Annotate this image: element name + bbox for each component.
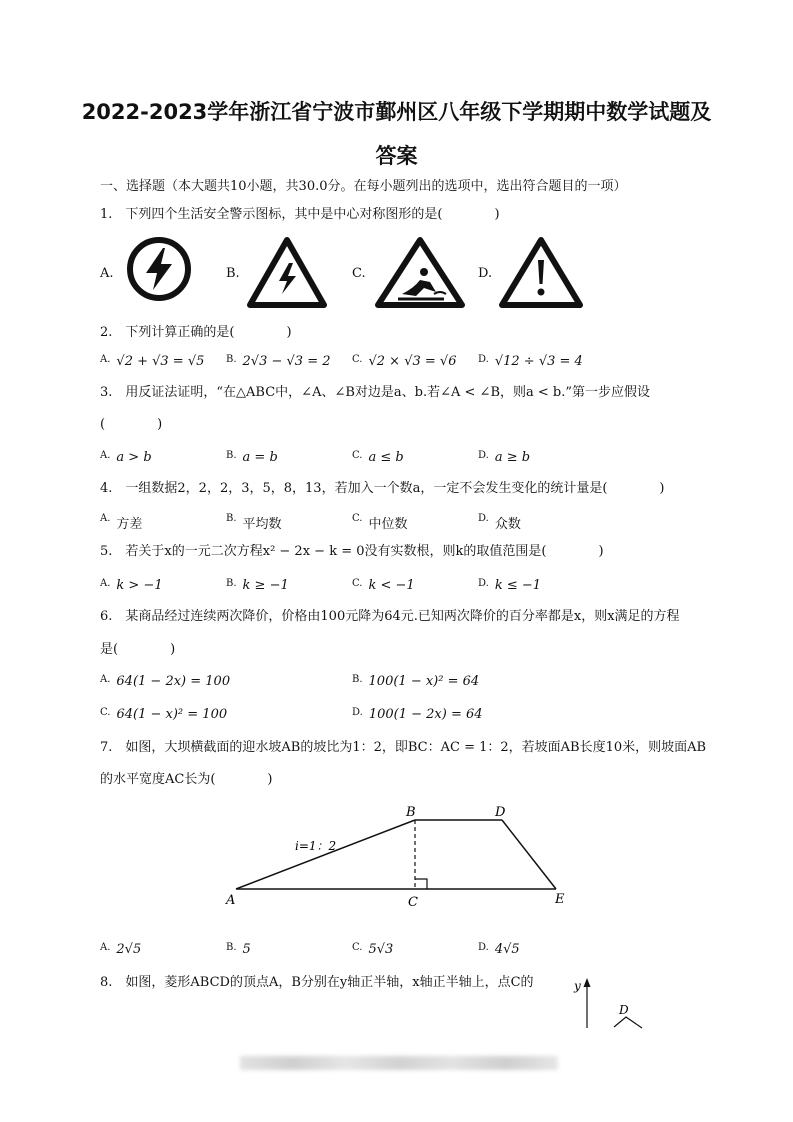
q6-option-a: [100, 674, 230, 689]
y-axis-arrow-icon: [584, 978, 591, 987]
question-6-stem: 6. 某商品经过连续两次降价，价格由100元降为64元.已知两次降价的百分率都是x，则x满足的方程: [100, 609, 680, 624]
q7-option-b: [226, 942, 251, 957]
electric-shock-triangle-sign-icon: [246, 236, 328, 310]
q7-a-text: 2√5: [116, 942, 142, 957]
q2-c-label: C.: [352, 354, 363, 365]
q7-c-text: 5√3: [368, 942, 394, 957]
q1-option-c-label: C.: [352, 266, 366, 281]
q1-option-a-label: A.: [100, 266, 114, 281]
q4-option-d: [478, 513, 521, 532]
blurred-footer-watermark: [240, 1056, 558, 1070]
q3-option-b: [226, 450, 278, 465]
q7-d-label: D.: [478, 942, 489, 953]
label-e: E: [555, 892, 565, 907]
question-4-stem: 4. 一组数据2，2，2，3，5，8，13，若加入一个数a，一定不会发生变化的统计量是( ): [100, 481, 665, 496]
question-7-stem-cont: 的水平宽度AC长为( ): [100, 772, 273, 787]
q5-c-label: C.: [352, 578, 363, 589]
q4-option-c: [352, 513, 408, 532]
q4-d-label: D.: [478, 513, 489, 524]
label-c: C: [408, 895, 418, 910]
q3-a-label: A.: [100, 450, 111, 461]
q4-a-text: 方差: [116, 517, 143, 532]
q5-option-a: [100, 578, 163, 593]
q6-b-label: B.: [352, 674, 363, 685]
q3-b-label: B.: [226, 450, 237, 461]
q3-option-a: [100, 450, 152, 465]
q3-c-label: C.: [352, 450, 363, 461]
question-7-stem: 7. 如图，大坝横截面的迎水坡AB的坡比为1：2，即BC：AC = 1：2，若坡面AB长度10米，则坡面AB: [100, 740, 707, 755]
question-1-stem: 1. 下列四个生活安全警示图标，其中是中心对称图形的是( ): [100, 207, 500, 222]
q2-option-d: [478, 354, 583, 369]
q2-d-text: √12 ÷ √3 = 4: [494, 354, 583, 369]
q6-c-text: 64(1 − x)² = 100: [116, 707, 228, 722]
label-a: A: [226, 893, 236, 908]
q6-b-text: 100(1 − x)² = 64: [368, 674, 480, 689]
q2-a-text: √2 + √3 = √5: [116, 354, 205, 369]
question-5-stem: 5. 若关于x的一元二次方程x² − 2x − k = 0没有实数根，则k的取值范围是( ): [100, 544, 604, 559]
q6-d-label: D.: [352, 707, 363, 718]
q1-option-b-label: B.: [226, 266, 240, 281]
q6-a-label: A.: [100, 674, 111, 685]
q6-option-c: [100, 707, 227, 722]
q5-a-label: A.: [100, 578, 111, 589]
question-3-stem-cont: ( ): [100, 417, 163, 432]
q4-b-label: B.: [226, 513, 237, 524]
q5-d-text: k ≤ −1: [494, 578, 542, 593]
q6-a-text: 64(1 − 2x) = 100: [116, 674, 231, 689]
q2-option-b: [226, 354, 331, 369]
page-title-cont: 答案: [375, 144, 418, 168]
q2-option-c: [352, 354, 456, 369]
q6-d-text: 100(1 − 2x) = 64: [368, 707, 483, 722]
q3-d-label: D.: [478, 450, 489, 461]
q4-b-text: 平均数: [242, 517, 282, 532]
q3-a-text: a > b: [116, 450, 152, 465]
section-heading: 一、选择题（本大题共10小题，共30.0分。在每小题列出的选项中，选出符合题目的一项）: [100, 179, 627, 194]
label-d: D: [619, 1003, 629, 1017]
q7-b-text: 5: [242, 942, 251, 957]
q7-a-label: A.: [100, 942, 111, 953]
slope-de-line: [502, 820, 556, 889]
q7-c-label: C.: [352, 942, 363, 953]
q6-c-label: C.: [100, 707, 111, 718]
q5-option-d: [478, 578, 541, 593]
q5-option-c: [352, 578, 415, 593]
slope-ab-line: [236, 820, 415, 889]
q3-d-text: a ≥ b: [494, 450, 531, 465]
q5-a-text: k > −1: [116, 578, 163, 593]
q2-option-a: [100, 354, 204, 369]
page-title: 2022-2023学年浙江省宁波市鄞州区八年级下学期期中数学试题及: [81, 100, 712, 124]
q4-a-label: A.: [100, 513, 111, 524]
slope-ratio-label: i=1：2: [295, 839, 337, 853]
q5-b-label: B.: [226, 578, 237, 589]
lightning-circle-sign-icon: [126, 236, 192, 302]
question-8-stem: 8. 如图，菱形ABCD的顶点A，B分别在y轴正半轴，x轴正半轴上，点C的: [100, 975, 534, 990]
q2-b-label: B.: [226, 354, 237, 365]
q4-option-a: [100, 513, 142, 532]
question-6-stem-cont: 是( ): [100, 642, 176, 657]
right-angle-mark: [415, 879, 427, 889]
rhombus-partial-edges: [614, 1017, 642, 1028]
q2-b-text: 2√3 − √3 = 2: [242, 354, 331, 369]
rhombus-axis-figure: [570, 976, 650, 1032]
q4-c-text: 中位数: [368, 517, 408, 532]
q2-c-text: √2 × √3 = √6: [368, 354, 457, 369]
label-d: D: [495, 805, 506, 820]
q6-option-b: [352, 674, 479, 689]
q4-c-label: C.: [352, 513, 363, 524]
q3-option-d: [478, 450, 530, 465]
q3-option-c: [352, 450, 404, 465]
q4-option-b: [226, 513, 282, 532]
q7-option-a: [100, 942, 141, 957]
question-2-stem: 2. 下列计算正确的是( ): [100, 325, 292, 340]
q7-d-text: 4√5: [494, 942, 520, 957]
exclamation-triangle-sign-icon: [498, 236, 584, 310]
question-3-stem: 3. 用反证法证明，“在△ABC中，∠A、∠B对边是a、b.若∠A < ∠B，则a < b.”第一步应假设: [100, 385, 650, 400]
q6-option-d: [352, 707, 483, 722]
q7-b-label: B.: [226, 942, 237, 953]
q7-option-d: [478, 942, 520, 957]
q4-d-text: 众数: [494, 517, 521, 532]
q5-option-b: [226, 578, 289, 593]
q5-c-text: k < −1: [368, 578, 415, 593]
q3-c-text: a ≤ b: [368, 450, 404, 465]
q5-b-text: k ≥ −1: [242, 578, 289, 593]
q2-a-label: A.: [100, 354, 111, 365]
slippery-floor-triangle-sign-icon: [374, 236, 466, 310]
axis-label-y: y: [574, 979, 581, 993]
label-b: B: [406, 805, 416, 820]
q2-d-label: D.: [478, 354, 489, 365]
q5-d-label: D.: [478, 578, 489, 589]
q3-b-text: a = b: [242, 450, 278, 465]
q7-option-c: [352, 942, 393, 957]
q1-option-d-label: D.: [478, 266, 493, 281]
dam-cross-section-figure: [220, 800, 580, 915]
